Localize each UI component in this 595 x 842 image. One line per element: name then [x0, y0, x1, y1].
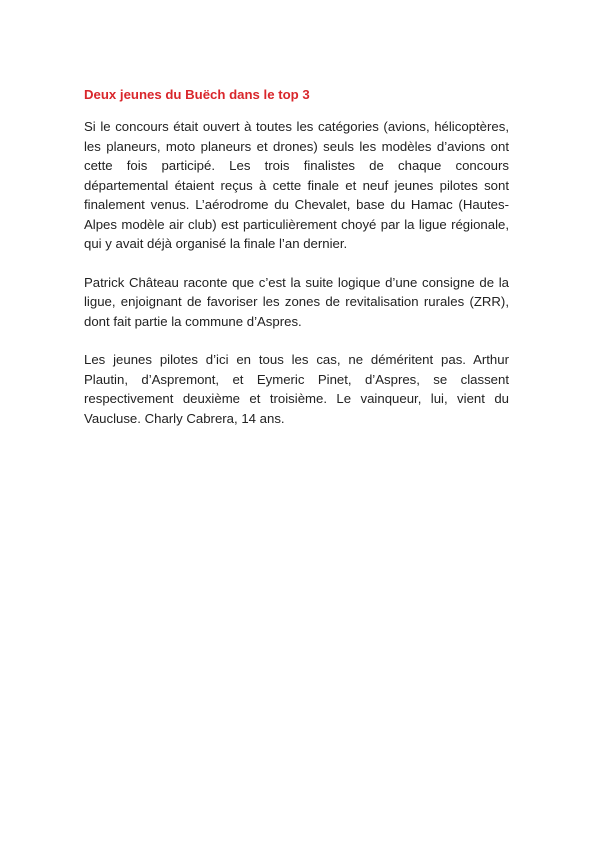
article-paragraph-1: Si le concours était ouvert à toutes les catégories (avions, hélicoptères, les planeurs, moto planeurs et drones) seuls les modèles d’avions ont cette fois participé. Les trois finalistes de chaque concours départemental étaient reçus à cette finale et neuf jeunes pilotes sont finalement venus. L’aérodrome du Chevalet, base du Hamac (Hautes-Alpes modèle air club) est particulièrement choyé par la ligue régionale, qui y avait déjà organisé la finale l’an dernier. [84, 119, 509, 251]
document-page [84, 86, 509, 428]
article-paragraph-3: Les jeunes pilotes d’ici en tous les cas, ne déméritent pas. Arthur Plautin, d’Aspremont, et Eymeric Pinet, d’Aspres, se classent respectivement deuxième et troisième. Le vainqueur, lui, vient du Vaucluse. Charly Cabrera, 14 ans. [84, 352, 509, 426]
article-heading: Deux jeunes du Buëch dans le top 3 [84, 87, 310, 102]
article-paragraph-2: Patrick Château raconte que c’est la suite logique d’une consigne de la ligue, enjoignant de favoriser les zones de revitalisation rurales (ZRR), dont fait partie la commune d’Aspres. [84, 274, 509, 329]
